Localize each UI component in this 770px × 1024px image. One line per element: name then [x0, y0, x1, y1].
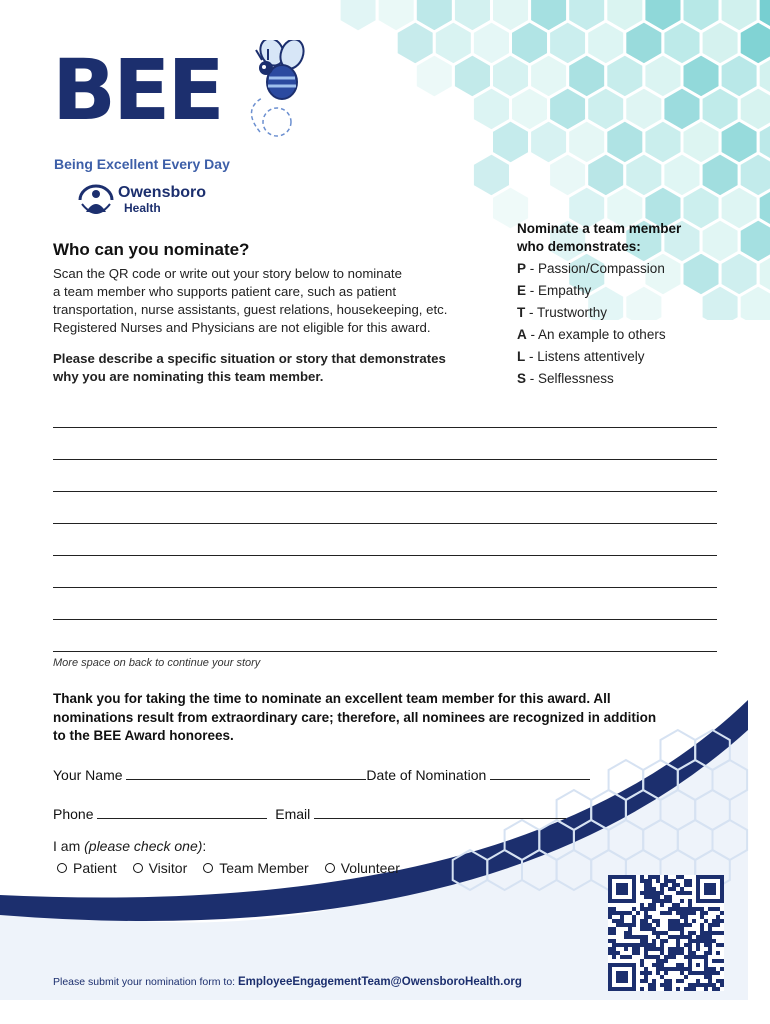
story-writing-area[interactable]	[53, 400, 717, 660]
org-name-suffix: Health	[124, 201, 161, 215]
describe-instruction	[53, 350, 513, 386]
story-line[interactable]	[53, 523, 717, 524]
story-line[interactable]	[53, 651, 717, 652]
radio-circle-icon[interactable]	[203, 863, 213, 873]
describe-line: Please describe a specific situation or story that demonstrates	[53, 351, 446, 366]
role-options	[57, 860, 400, 876]
more-space-note: More space on back to continue your story	[53, 657, 261, 669]
option-team-member[interactable]: Team Member	[203, 860, 308, 876]
radio-circle-icon[interactable]	[57, 863, 67, 873]
email-input[interactable]	[314, 804, 566, 819]
owensboro-health-logo	[76, 182, 226, 218]
bee-icon	[242, 40, 322, 140]
radio-circle-icon[interactable]	[133, 863, 143, 873]
submission-email-link[interactable]: EmployeeEngagementTeam@OwensboroHealth.org	[238, 976, 522, 988]
value-item-trustworthy: T - Trustworthy	[517, 305, 608, 320]
values-heading-line: who demonstrates:	[517, 239, 641, 254]
intro-line: a team member who supports patient care, such as patient	[53, 284, 397, 299]
values-list	[517, 220, 757, 390]
value-item-listens: L - Listens attentively	[517, 349, 645, 364]
option-visitor[interactable]: Visitor	[133, 860, 188, 876]
describe-line: why you are nominating this team member.	[53, 369, 324, 384]
honeycomb-cell	[415, 54, 453, 98]
bee-logo	[52, 40, 312, 170]
story-line[interactable]	[53, 427, 717, 428]
intro-line: Registered Nurses and Physicians are not eligible for this award.	[53, 320, 431, 335]
story-line[interactable]	[53, 555, 717, 556]
your-name-input[interactable]	[126, 765, 366, 780]
who-can-nominate-heading: Who can you nominate?	[53, 240, 250, 259]
date-input[interactable]	[490, 765, 590, 780]
value-item-selflessness: S - Selflessness	[517, 371, 614, 386]
intro-line: transportation, nurse assistants, guest relations, housekeeping, etc.	[53, 302, 448, 317]
thanks-line: Thank you for taking the time to nominate an excellent team member for this award. All	[53, 691, 611, 706]
owensboro-health-mark-icon	[76, 182, 116, 218]
value-item-passion: P - Passion/Compassion	[517, 261, 665, 276]
value-item-empathy: E - Empathy	[517, 283, 592, 298]
your-name-field	[53, 765, 590, 783]
radio-circle-icon[interactable]	[325, 863, 335, 873]
honeycomb-cell	[339, 0, 377, 32]
thanks-line: nominations result from extraordinary care; therefore, all nominees are recognized in addition	[53, 709, 657, 725]
qr-code-icon[interactable]	[608, 875, 724, 991]
phone-email-field	[53, 804, 566, 822]
submit-instruction: Please submit your nomination form to: EmployeeEngagementTeam@OwensboroHealth.org	[53, 976, 522, 988]
i-am-label: I am (please check one):	[53, 838, 207, 854]
value-item-example: A - An example to others	[517, 327, 666, 342]
date-label: Date of Nomination	[366, 767, 487, 783]
option-volunteer[interactable]: Volunteer	[325, 860, 400, 876]
intro-paragraph	[53, 265, 513, 337]
org-name: Owensboro	[118, 184, 207, 201]
thanks-line: to the BEE Award honorees.	[53, 728, 234, 743]
thank-you-message	[53, 690, 733, 746]
phone-label: Phone	[53, 806, 94, 822]
values-heading-line: Nominate a team member	[517, 221, 682, 236]
email-label: Email	[275, 806, 311, 822]
story-line[interactable]	[53, 491, 717, 492]
story-line[interactable]	[53, 459, 717, 460]
tagline: Being Excellent Every Day	[54, 156, 230, 172]
bee-wordmark: BEE	[52, 41, 222, 139]
option-patient[interactable]: Patient	[57, 860, 117, 876]
phone-input[interactable]	[97, 804, 267, 819]
your-name-label: Your Name	[53, 767, 123, 783]
intro-line: Scan the QR code or write out your story below to nominate	[53, 266, 402, 281]
story-line[interactable]	[53, 619, 717, 620]
story-line[interactable]	[53, 587, 717, 588]
